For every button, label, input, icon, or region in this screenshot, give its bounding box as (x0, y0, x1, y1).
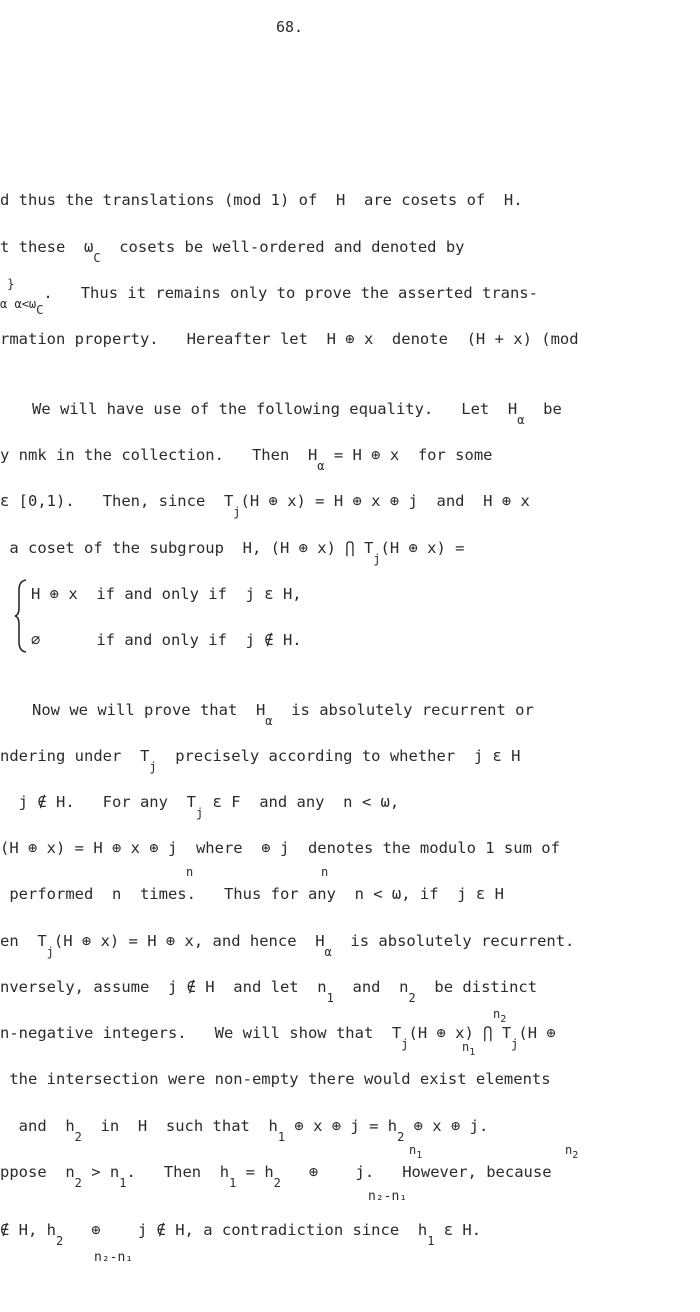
text-line: ndering under $T_j$ precisely according to whether j ε H (0, 747, 521, 774)
text-line: ppose $n_2 > n_1$. Then $h_1 = h_2$ ⊕ j. However, because (0, 1163, 552, 1190)
text-line: $_\alpha$}$_{\alpha<\omega C}$. Thus it remains only to prove the asserted trans- (0, 277, 538, 317)
text-line: ∉ H, $h_2$ ⊕ j ∉ H, a contradiction since $h_1$ ε H. (0, 1221, 482, 1248)
text-line: n-negative integers. We will show that $T_j(H$ ⊕ x) ⋂ $T_j(H$ ⊕ (0, 1024, 556, 1051)
subscript-n1: $n_1$ (462, 1040, 476, 1058)
text-line: Now we will prove that $H_\alpha$ is absolutely recurrent or (32, 701, 534, 728)
text-line: performed n times. Thus for any n < ω, if j ε H (0, 885, 504, 903)
page-number: 68. (276, 18, 304, 36)
case-line: ∅ if and only if j ∉ H. (31, 631, 302, 649)
case-line: H ⊕ x if and only if j ε H, (31, 585, 302, 603)
text-line: the intersection were non-empty there would exist elements (0, 1070, 551, 1088)
subscript-n: n (186, 865, 194, 879)
text-line: and $h_2$ in H such that $h_1$ ⊕ x ⊕ $j = h_2$ ⊕ x ⊕ j. (0, 1117, 489, 1144)
subscript-n2-n1: n₂-n₁ (94, 1250, 134, 1265)
text-line: d thus the translations (mod 1) of H are cosets of H. (0, 191, 523, 209)
text-line: rmation property. Hereafter let H ⊕ x denote (H + x) (mod (0, 330, 579, 348)
subscript-n2-n1: n₂-n₁ (368, 1189, 408, 1204)
text-line: t these $\omega_C$ cosets be well-ordered and denoted by (0, 238, 465, 265)
text-line: y nmk in the collection. Then $H_\alpha = H$ ⊕ x for some (0, 446, 493, 473)
text-line: a coset of the subgroup H, (H ⊕ x) ⋂ $T_j(H$ ⊕ x) = (0, 539, 465, 566)
text-line: We will have use of the following equality. Let $H_\alpha$ be (32, 400, 562, 427)
text-line: j ∉ H. For any $T_j$ ε F and any n < ω, (0, 793, 400, 820)
text-line: ε [0,1). Then, since $T_j(H$ ⊕ x) = H ⊕ x ⊕ j and H ⊕ x (0, 492, 530, 519)
left-brace (14, 578, 28, 654)
text-line: (H ⊕ x) = H ⊕ x ⊕ j where ⊕ j denotes the modulo 1 sum of (0, 839, 560, 857)
subscript-n2: $n_2$ (565, 1143, 579, 1161)
subscript-n1: $n_1$ (409, 1143, 423, 1161)
superscript-n2: $n_2$ (493, 1007, 507, 1025)
text-line: en $T_j(H$ ⊕ x) = H ⊕ x, and hence $H_\alpha$ is absolutely recurrent. (0, 932, 575, 959)
text-line: nversely, assume j ∉ H and let $n_1$ and $n_2$ be distinct (0, 978, 538, 1005)
subscript-n: n (321, 865, 329, 879)
